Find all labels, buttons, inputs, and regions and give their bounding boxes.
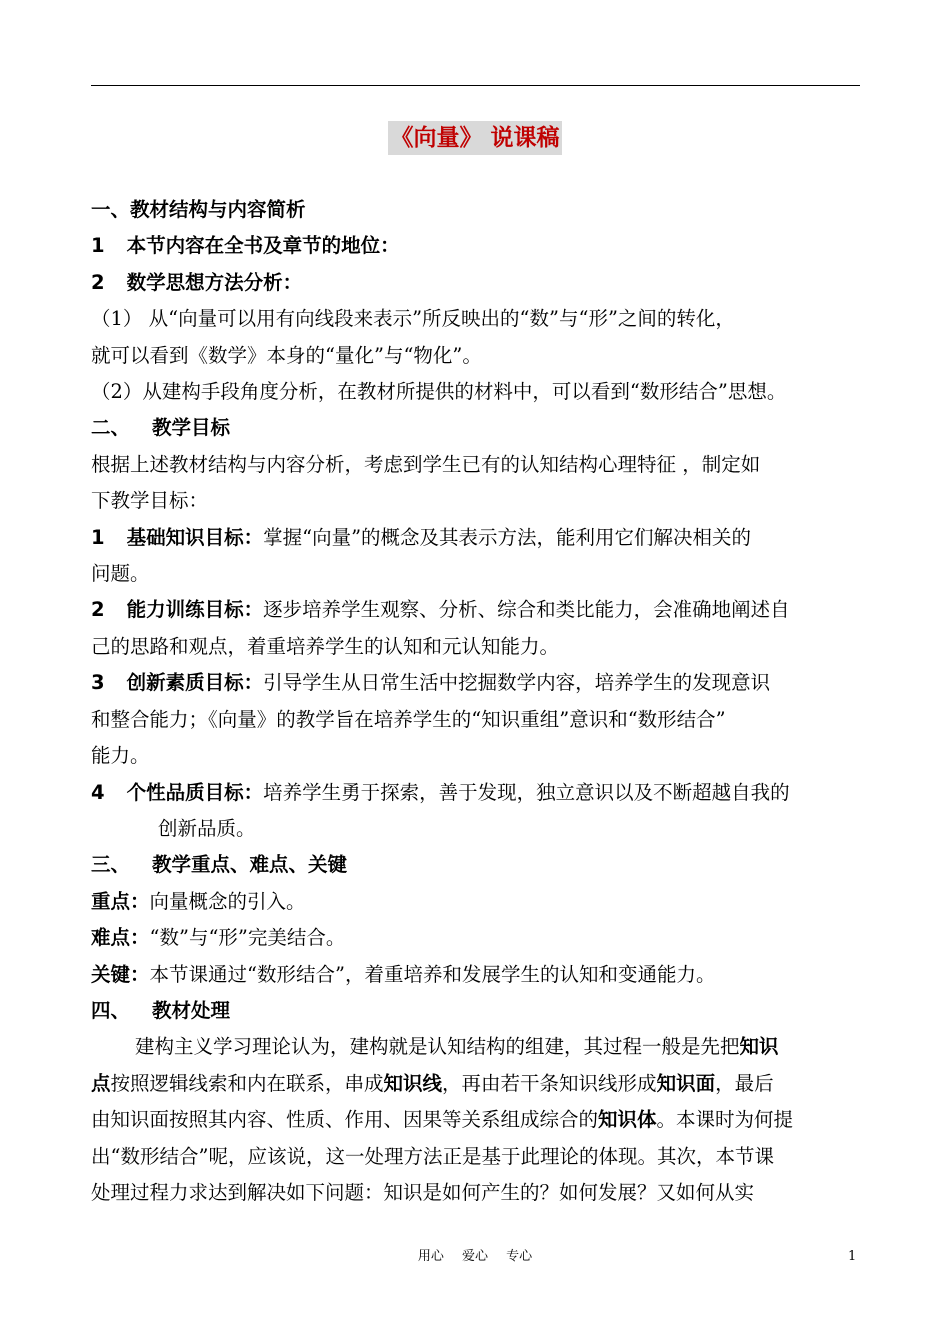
item-number: 1 <box>91 525 105 549</box>
section-heading <box>91 410 867 446</box>
key-text: “数”与“形”完美结合。 <box>149 926 346 950</box>
difficulty-line <box>91 920 867 956</box>
body-line: 和整合能力；《向量》的教学旨在培养学生的“知识重组”意识和“数形结合” <box>91 707 726 731</box>
body-line: （2）从建构手段角度分析，在教材所提供的材料中，可以看到“数形结合”思想。 <box>91 380 787 404</box>
text-run: 按照逻辑线索和内在联系，串成 <box>110 1071 384 1095</box>
objective-line <box>91 520 867 556</box>
body-line: 己的思路和观点，着重培养学生的认知和元认知能力。 <box>91 634 560 658</box>
body-line: 就可以看到《数学》本身的“量化”与“物化”。 <box>91 343 482 367</box>
item-number: 3 <box>91 671 105 695</box>
footer-motto: 用心 爱心 专心 <box>417 1249 533 1264</box>
key-label: 重点： <box>91 889 150 913</box>
key-point-line <box>91 884 867 920</box>
body-line: 创新品质。 <box>158 816 256 840</box>
bold-term: 知识线 <box>383 1071 443 1095</box>
section-number: 二、 <box>91 416 131 440</box>
page-number: 1 <box>848 1249 857 1264</box>
body-line: 根据上述教材结构与内容分析，考虑到学生已有的认知结构心理特征 ，制定如 <box>91 452 761 476</box>
objective-text: 掌握“向量”的概念及其表示方法，能利用它们解决相关的 <box>263 525 752 549</box>
body-line: 出“数形结合”呢，应该说，这一处理方法正是基于此理论的体现。其次，本节课 <box>91 1144 774 1168</box>
item-heading: 数学思想方法分析： <box>126 270 303 294</box>
item-number: 1 <box>91 234 105 258</box>
text-run: 建构主义学习理论认为，建构就是认知结构的组建，其过程一般是先把 <box>135 1035 740 1059</box>
document-body <box>91 192 867 1211</box>
body-line <box>91 1029 867 1065</box>
text-run: ，最后 <box>715 1071 774 1095</box>
item-number: 2 <box>91 270 105 294</box>
key-text: 向量概念的引入。 <box>149 889 306 913</box>
objective-text: 培养学生勇于探索，善于发现，独立意识以及不断超越自我的 <box>263 780 790 804</box>
section-heading: 一、教材结构与内容简析 <box>91 198 306 221</box>
key-line <box>91 957 867 993</box>
section-number: 三、 <box>91 853 131 877</box>
objective-line <box>91 665 867 701</box>
key-text: 本节课通过“数形结合”，着重培养和发展学生的认知和变通能力。 <box>149 962 716 986</box>
document-title: 《向量》 说课稿 <box>388 121 561 155</box>
body-line: 下教学目标： <box>91 489 209 513</box>
subsection-heading <box>91 228 867 264</box>
item-heading: 本节内容在全书及章节的地位： <box>126 234 400 258</box>
objective-label: 个性品质目标： <box>126 780 264 804</box>
text-run: 。本课时为何提 <box>656 1108 794 1132</box>
item-number: 4 <box>91 780 105 804</box>
objective-line <box>91 592 867 628</box>
objective-text: 逐步培养学生观察、分析、综合和类比能力，会准确地阐述自 <box>263 598 790 622</box>
bold-term: 知识面 <box>656 1071 716 1095</box>
objective-line <box>91 775 867 811</box>
text-run: 由知识面按照其内容、性质、作用、因果等关系组成综合的 <box>91 1108 599 1132</box>
title-container <box>0 121 950 155</box>
body-line: （1） 从“向量可以用有向线段来表示”所反映出的“数”与“形”之间的转化， <box>91 307 735 331</box>
section-title: 教学目标 <box>152 416 231 440</box>
section-title: 教材处理 <box>152 998 231 1022</box>
body-line: 能力。 <box>91 744 150 768</box>
section-heading <box>91 847 867 883</box>
text-run: ，再由若干条知识线形成 <box>442 1071 657 1095</box>
item-number: 2 <box>91 598 105 622</box>
section-title: 教学重点、难点、关键 <box>152 853 348 877</box>
header-rule <box>91 85 860 86</box>
key-label: 难点： <box>91 926 150 950</box>
body-line: 处理过程力求达到解决如下问题：知识是如何产生的？如何发展？又如何从实 <box>91 1180 755 1204</box>
body-line <box>91 1102 867 1138</box>
bold-term: 点 <box>91 1071 111 1095</box>
objective-label: 基础知识目标： <box>126 525 264 549</box>
body-line <box>91 1066 867 1102</box>
objective-text: 引导学生从日常生活中挖掘数学内容，培养学生的发现意识 <box>263 671 771 695</box>
section-heading <box>91 993 867 1029</box>
body-line: 问题。 <box>91 562 150 586</box>
section-number: 四、 <box>91 998 131 1022</box>
objective-label: 创新素质目标： <box>126 671 264 695</box>
bold-term: 知识体 <box>598 1108 657 1132</box>
bold-term: 知识 <box>739 1035 779 1059</box>
subsection-heading <box>91 265 867 301</box>
objective-label: 能力训练目标： <box>126 598 264 622</box>
key-label: 关键： <box>91 962 150 986</box>
